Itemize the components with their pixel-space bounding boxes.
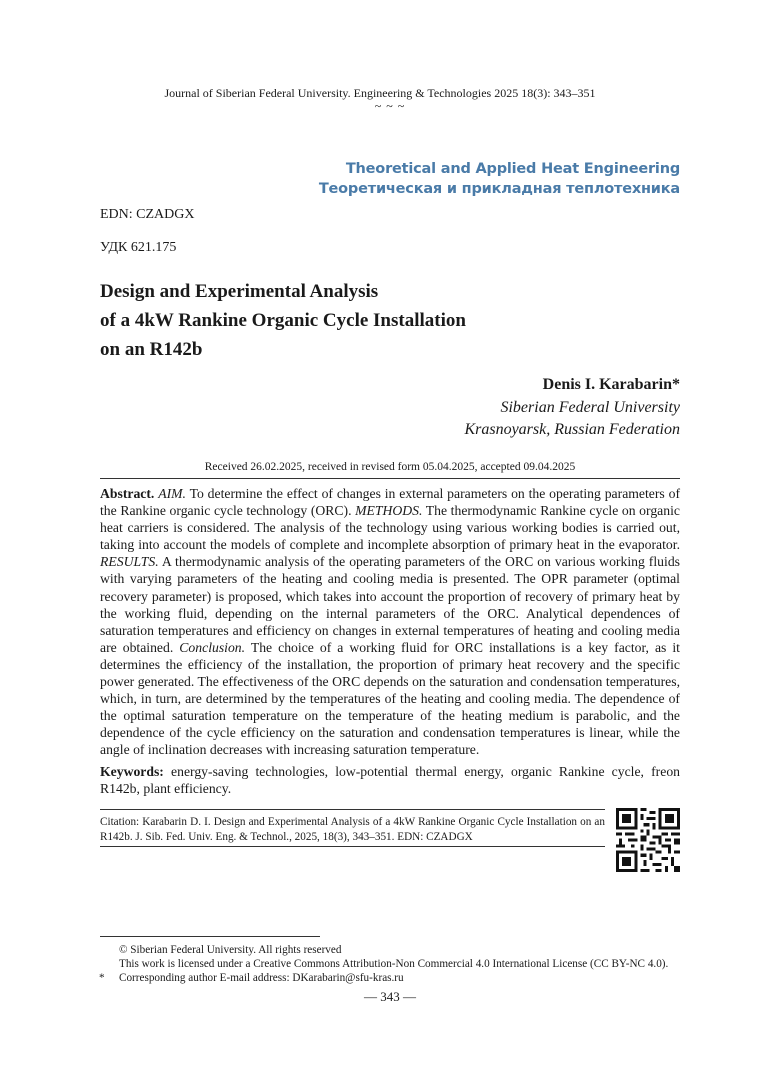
title-line: of a 4kW Rankine Organic Cycle Installation	[100, 310, 466, 331]
qr-code-icon	[616, 808, 680, 872]
citation-divider-bottom	[100, 846, 605, 847]
edn-code: EDN: CZADGX	[100, 207, 195, 222]
header-tilde-divider: ~ ~ ~	[374, 99, 406, 113]
udk-code: УДК 621.175	[100, 240, 177, 255]
keywords-text: energy-saving technologies, low-potential thermal energy, organic Rankine cycle, freon R142b, plant efficiency.	[100, 764, 681, 797]
citation-divider-top	[100, 809, 605, 810]
received-dates: Received 26.02.2025, received in revised form 05.04.2025, accepted 09.04.2025	[204, 461, 576, 473]
page-number: — 343 —	[364, 989, 416, 1004]
abstract-conclusion: The choice of a working fluid for ORC installations is a key factor, as it determines the efficiency of the installation, the proportion of primary heat recovery and the specific power generated. The effectiveness of the ORC depends on the saturation and condensation temperatures, which, in turn, are determined by the temperatures of the heating and cooling media. The dependence of the optimal saturation temperature on the temperature of the heating medium is parabolic, and the dependence of the cycle efficiency on the saturation and condensation temperatures is linear, while the angle of inclination decreases with increasing saturation temperature.	[100, 639, 680, 758]
footnote-star-marker: *	[99, 972, 105, 984]
author-name: Denis I. Karabarin*	[542, 376, 680, 393]
abstract-methods-label: METHODS.	[355, 503, 423, 519]
abstract-results: A thermodynamic analysis of the operating parameters of the ORC on various working fluids with varying parameters of the heating and cooling media is presented. The OPR parameter (optimal recovery parameter) is proposed, which takes into account the proportion of recovery of primary heat by the working fluid, depending on the internal parameters of the ORC. Analytical dependences of saturation temperatures and efficiency on changes in external temperatures of heating and cooling media are obtained.	[100, 554, 680, 655]
abstract-conclusion-label: Conclusion.	[179, 639, 246, 655]
footnote-divider	[100, 936, 320, 937]
footnote-corresponding-author: Corresponding author E-mail address: DKarabarin@sfu-kras.ru	[119, 972, 404, 984]
footnote-copyright: © Siberian Federal University. All rights reserved	[119, 944, 342, 956]
journal-header: Journal of Siberian Federal University. Engineering & Technologies 2025 18(3): 343–351	[164, 86, 596, 100]
abstract-label: Abstract.	[100, 486, 155, 501]
citation: Citation: Karabarin D. I. Design and Experimental Analysis of a 4kW Rankine Organic Cycle Installation on an R142b. J. Sib. Fed. Univ. Eng. & Technol., 2025, 18(3), 343–351. EDN: CZADGX	[100, 816, 605, 843]
section-heading-ru: Теоретическая и прикладная теплотехника	[318, 181, 680, 197]
title-line: on an R142b	[100, 339, 203, 360]
abstract-results-label: RESULTS.	[100, 554, 159, 570]
abstract-aim: To determine the effect of changes in external parameters on the operating parameters of the Rankine organic cycle technology (ORC).	[100, 486, 680, 519]
author-affiliation: Siberian Federal University	[500, 399, 680, 416]
abstract-methods: The thermodynamic Rankine cycle on organic heat carriers is considered. The analysis of the technology using various working bodies is carried out, taking into account the models of complete and incomplete absorption of primary heat in the evaporator.	[100, 503, 680, 553]
paper-title	[100, 277, 620, 364]
footnote-license: This work is licensed under a Creative Commons Attribution-Non Commercial 4.0 International License (CC BY-NC 4.0).	[119, 958, 669, 970]
title-line: Design and Experimental Analysis	[100, 281, 379, 302]
author-city: Krasnoyarsk, Russian Federation	[464, 421, 680, 438]
abstract-aim-label: AIM.	[158, 486, 186, 501]
abstract	[100, 485, 680, 759]
section-heading-en: Theoretical and Applied Heat Engineering	[345, 161, 680, 177]
keywords	[100, 763, 680, 797]
abstract-divider	[100, 478, 680, 479]
keywords-label: Keywords:	[100, 764, 164, 779]
